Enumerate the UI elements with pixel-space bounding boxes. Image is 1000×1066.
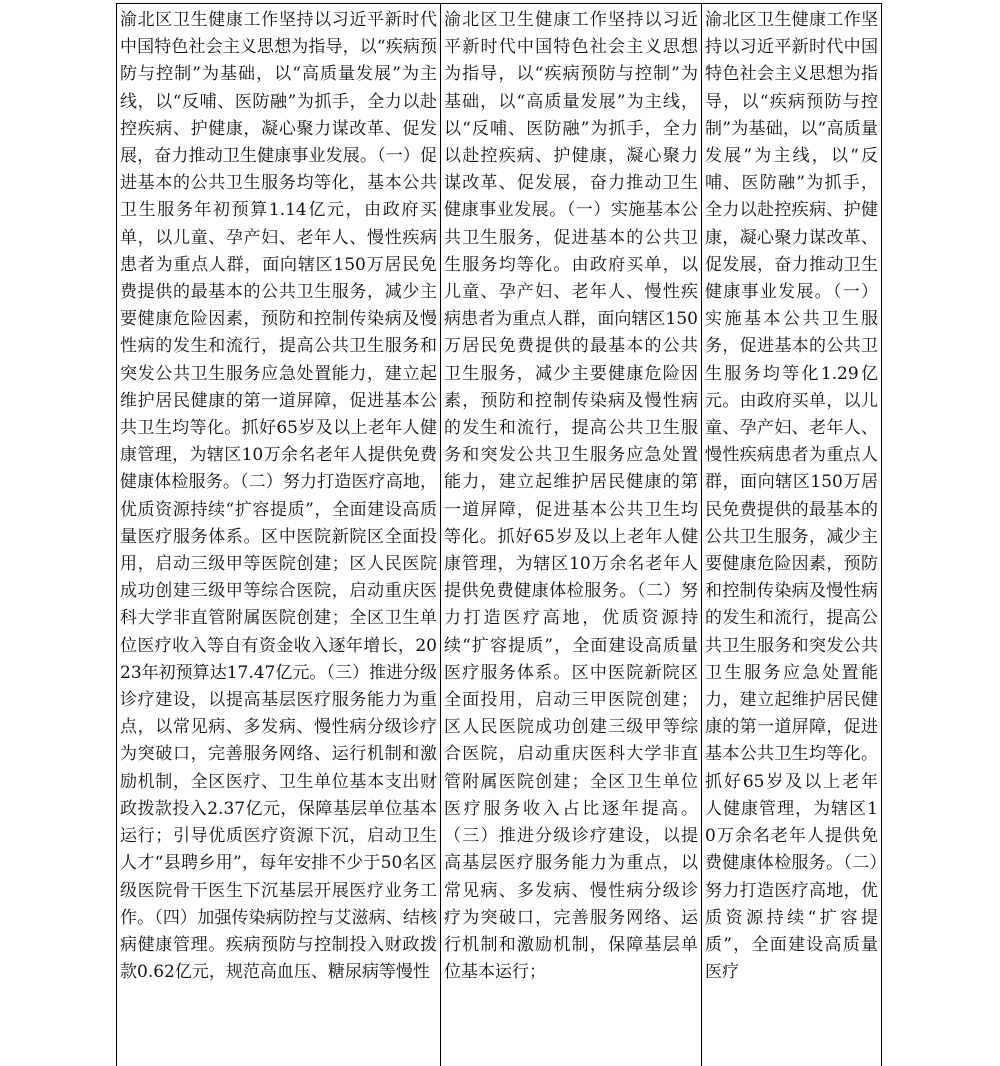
table-cell-column-2: 渝北区卫生健康工作坚持以习近平新时代中国特色社会主义思想为指导，以“疾病预防与控制”为基础，以“高质量发展”为主线，以“反哺、医防融”为抓手，全力以赴控疾病、护健康，凝心聚力谋改革、促发展，奋力推动卫生健康事业发展。（一）实施基本公共卫生服务，促进基本的公共卫生服务均等化。由政府买单，以儿童、孕产妇、老年人、慢性疾病患者为重点人群，面向辖区150万居民免费提供的最基本的公共卫生服务，减少主要健康危险因素，预防和控制传染病及慢性病的发生和流行，提高公共卫生服务和突发公共卫生服务应急处置能力，建立起维护居民健康的第一道屏障，促进基本公共卫生均等化。抓好65岁及以上老年人健康管理，为辖区10万余名老年人提供免费健康体检服务。（二）努力打造医疗高地，优质资源持续“扩容提质”，全面建设高质量医疗服务体系。区中医院新院区全面投用，启动三甲医院创建；区人民医院成功创建三级甲等综合医院，启动重庆医科大学非直管附属医院创建；全区卫生单位医疗服务收入占比逐年提高。（三）推进分级诊疗建设，以提高基层医疗服务能力为重点，以常见病、多发病、慢性病分级诊疗为突破口，完善服务网络、运行机制和激励机制，保障基层单位基本运行； (440, 4, 701, 1066)
table-cell-column-1: 渝北区卫生健康工作坚持以习近平新时代中国特色社会主义思想为指导，以“疾病预防与控制”为基础，以“高质量发展”为主线，以“反哺、医防融”为抓手，全力以赴控疾病、护健康，凝心聚力谋改革、促发展，奋力推动卫生健康事业发展。（一）促进基本的公共卫生服务均等化，基本公共卫生服务年初预算1.14亿元，由政府买单，以儿童、孕产妇、老年人、慢性疾病患者为重点人群，面向辖区150万居民免费提供的最基本的公共卫生服务，减少主要健康危险因素，预防和控制传染病及慢性病的发生和流行，提高公共卫生服务和突发公共卫生服务应急处置能力，建立起维护居民健康的第一道屏障，促进基本公共卫生均等化。抓好65岁及以上老年人健康管理，为辖区10万余名老年人提供免费健康体检服务。（二）努力打造医疗高地，优质资源持续“扩容提质”，全面建设高质量医疗服务体系。区中医院新院区全面投用，启动三级甲等医院创建；区人民医院成功创建三级甲等综合医院，启动重庆医科大学非直管附属医院创建；全区卫生单位医疗收入等自有资金收入逐年增长，2023年初预算达17.47亿元。（三）推进分级诊疗建设，以提高基层医疗服务能力为重点，以常见病、多发病、慢性病分级诊疗为突破口，完善服务网络、运行机制和激励机制，全区医疗、卫生单位基本支出财政拨款投入2.37亿元，保障基层单位基本运行；引导优质医疗资源下沉，启动卫生人才“县聘乡用”，每年安排不少于50名区级医院骨干医生下沉基层开展医疗业务工作。（四）加强传染病防控与艾滋病、结核病健康管理。疾病预防与控制投入财政拨款0.62亿元，规范高血压、糖尿病等慢性 (120, 10, 437, 983)
comparison-table (116, 3, 882, 1066)
table-cell-column-3: 渝北区卫生健康工作坚持以习近平新时代中国特色社会主义思想为指导，以“疾病预防与控制”为基础，以“高质量发展”为主线，以“反哺、医防融”为抓手，全力以赴控疾病、护健康，凝心聚力谋改革、促发展，奋力推动卫生健康事业发展。（一）实施基本公共卫生服务，促进基本的公共卫生服务均等化1.29亿元。由政府买单，以儿童、孕产妇、老年人、慢性疾病患者为重点人群，面向辖区150万居民免费提供的最基本的公共卫生服务，减少主要健康危险因素，预防和控制传染病及慢性病的发生和流行，提高公共卫生服务和突发公共卫生服务应急处置能力，建立起维护居民健康的第一道屏障，促进基本公共卫生均等化。抓好65岁及以上老年人健康管理，为辖区10万余名老年人提供免费健康体检服务。（二）努力打造医疗高地，优质资源持续“扩容提质”，全面建设高质量医疗 (701, 4, 881, 1066)
